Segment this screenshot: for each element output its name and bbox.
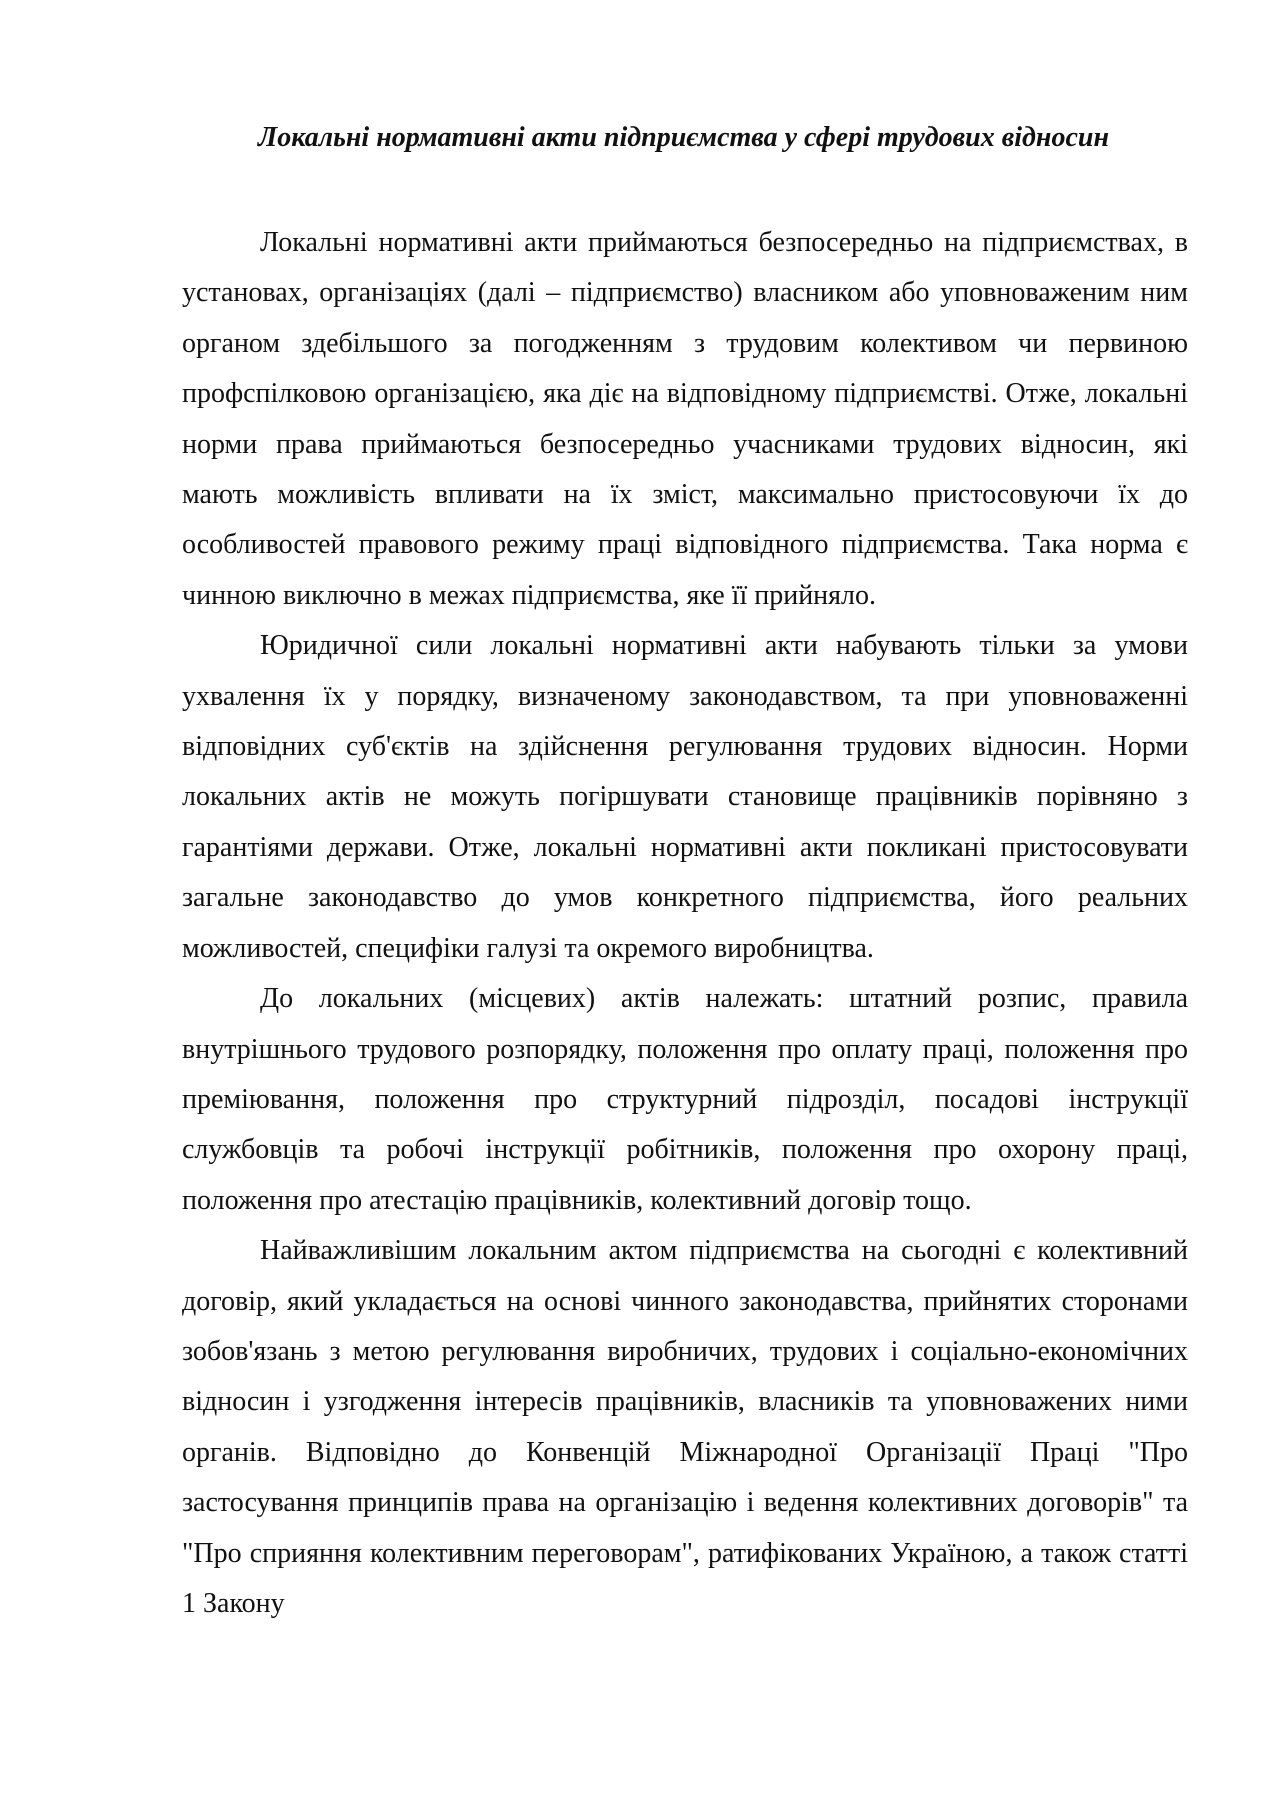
paragraph-local-acts-adoption: Локальні нормативні акти приймаються безпосередньо на підприємствах, в установах, організаціях (далі – підприємство) власником або уповноваженим ним органом здебільшого за погодженням з трудовим колективом чи первиною профспілковою організацією, яка діє на відповідному підприємстві. Отже, локальні норми права приймаються безпосередньо учасниками трудових відносин, які мають можливість впливати на їх зміст, максимально пристосовуючи їх до особливостей правового режиму праці відповідного підприємства. Така норма є чинною виключно в межах підприємства, яке її прийняло. bbox=[182, 227, 1188, 611]
paragraph-legal-force: Юридичної сили локальні нормативні акти набувають тільки за умови ухвалення їх у порядку, визначеному законодавством, та при уповноваженні відповідних суб'єктів на здійснення регулювання трудових відносин. Норми локальних актів не можуть погіршувати становище працівників порівняно з гарантіями держави. Отже, локальні нормативні акти покликані пристосовувати загальне законодавство до умов конкретного підприємства, його реальних можливостей, специфіки галузі та окремого виробництва. bbox=[182, 630, 1188, 964]
document-title: Локальні нормативні акти підприємства у сфері трудових відносин bbox=[258, 122, 1110, 153]
paragraph-local-acts-list: До локальних (місцевих) актів належать: штатний розпис, правила внутрішнього трудового розпорядку, положення про оплату праці, положення про преміювання, положення про структурний підрозділ, посадові інструкції службовців та робочі інструкції робітників, положення про охорону праці, положення про атестацію працівників, колективний договір тощо. bbox=[182, 983, 1188, 1216]
paragraph-collective-agreement: Найважливішим локальним актом підприємства на сьогодні є колективний договір, який укладається на основі чинного законодавства, прийнятих сторонами зобов'язань з метою регулювання виробничих, трудових і соціально-економічних відносин і узгодження інтересів працівників, власників та уповноважених ними органів. Відповідно до Конвенцій Міжнародної Організації Праці "Про застосування принципів права на організацію і ведення колективних договорів" та "Про сприяння колективним переговорам", ратифікованих Україною, а також статті 1 Закону bbox=[182, 1235, 1188, 1619]
document-body bbox=[182, 218, 1188, 1629]
